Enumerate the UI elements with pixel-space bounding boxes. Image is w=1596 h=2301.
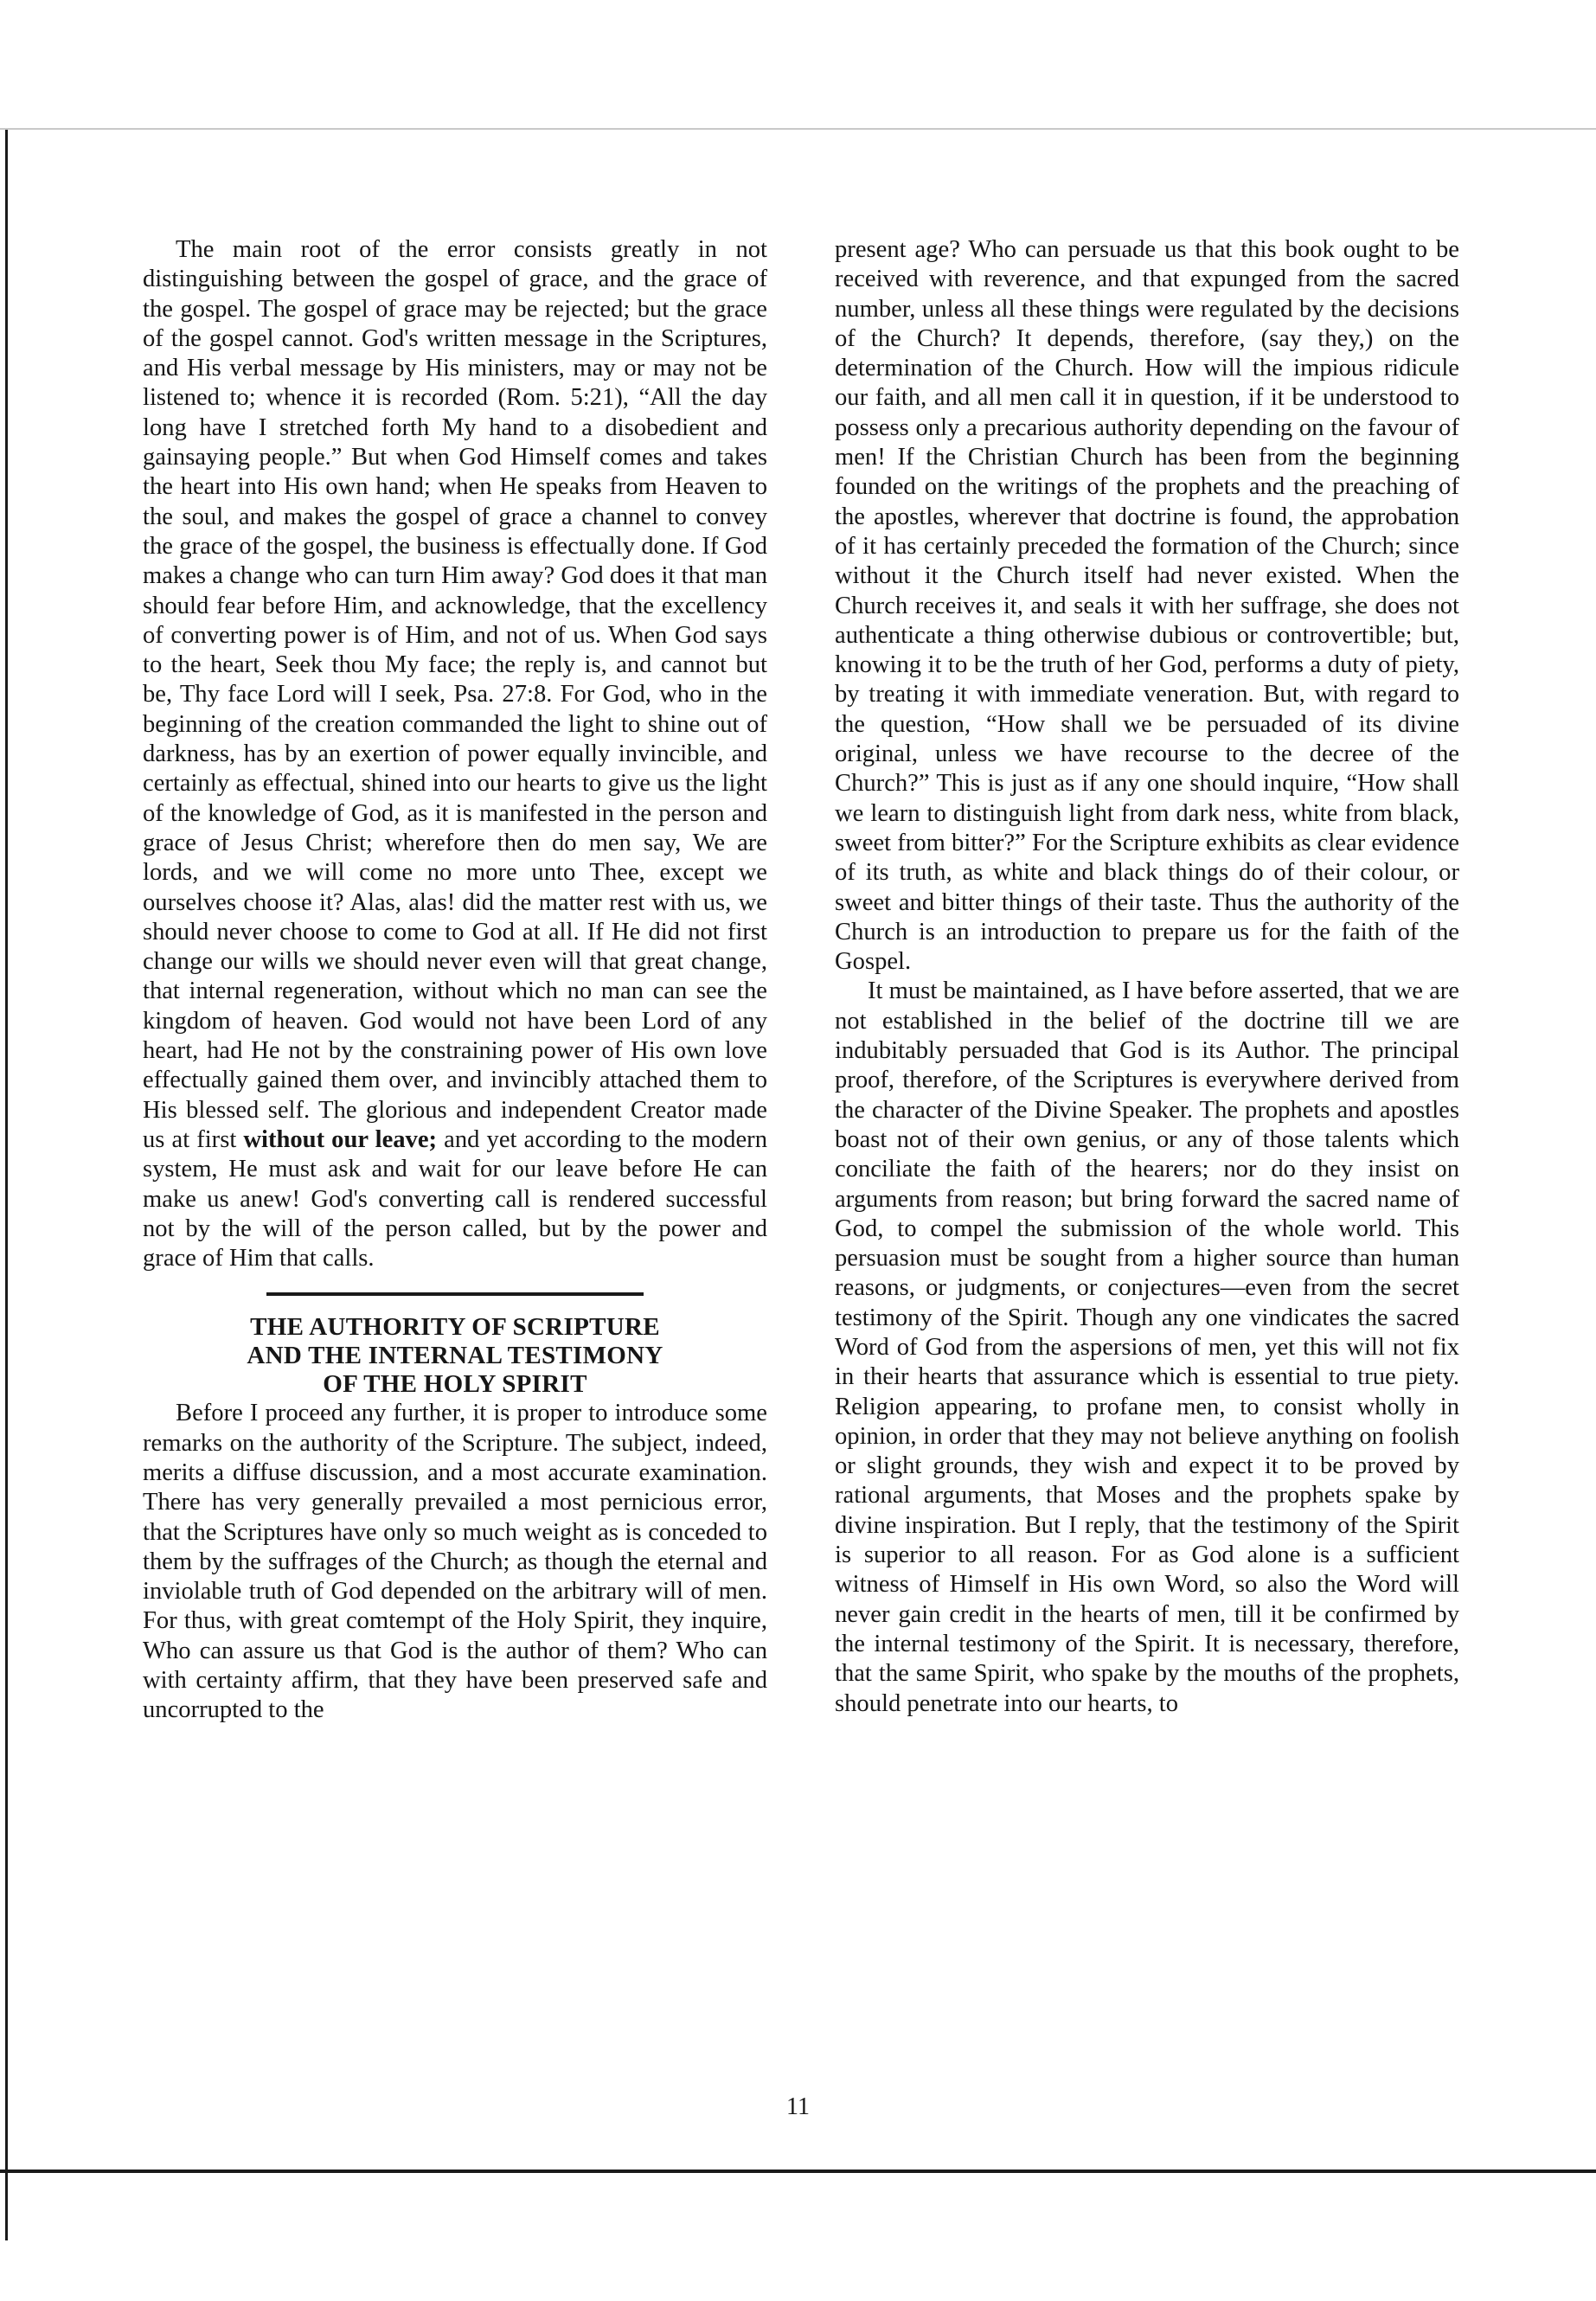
left-paragraph-1-text: The main root of the error consists greatly in not distinguishing between the gospel of grace, and the grace of the gospel. The gospel of grace may be rejected; but the grace of the gospel cannot. God's written message in the Scriptures, and His verbal message by His ministers, may or may not be listened to; whence it is recorded (Rom. 5:21), “All the day long have I stretched forth My hand to a disobedient and gainsaying people.” But when God Himself comes and takes the heart into His own hand; when He speaks from Heaven to the soul, and makes the gospel of grace a channel to convey the grace of the gospel, the business is effectually done. If God makes a change who can turn Him away? God does it that man should fear before Him, and acknowledge, that the excellency of converting power is of Him, and not of us. When God says to the heart, Seek thou My face; the reply is, and cannot but be, Thy face Lord will I seek, Psa. 27:8. For God, who in the beginning of the creation commanded the light to shine out of darkness, has by an exertion of power equally invincible, and certainly as effectual, shined into our hearts to give us the light of the knowledge of God, as it is manifested in the person and grace of Jesus Christ; wherefore then do men say, We are lords, and we will come no more unto Thee, except we ourselves choose it? Alas, alas! did the matter rest with us, we should never choose to come to God at all. If He did not first change our wills we should never even will that great change, that internal regeneration, without which no man can see the kingdom of heaven. God would not have been Lord of any heart, had He not by the constraining power of His own love effectually gained them over, and invincibly attached them to His blessed self. The glorious and independent Creator made us at first — [143, 236, 767, 1153]
section-heading-line-2: AND THE INTERNAL TESTIMONY — [247, 1342, 663, 1370]
section-heading — [143, 1313, 767, 1399]
left-column — [143, 235, 767, 1726]
scan-edge-left — [5, 130, 8, 2240]
section-heading-line-1: THE AUTHORITY OF SCRIPTURE — [250, 1313, 660, 1342]
scan-edge-top — [0, 128, 1596, 130]
left-paragraph-1 — [143, 235, 767, 1273]
right-paragraph-2: It must be maintained, as I have before asserted, that we are not established in the belief of the doctrine till we are indubitably persuaded that God is its Author. The principal proof, therefore, of the Scriptures is everywhere derived from the character of the Divine Speaker. The prophets and apostles boast not of their own genius, or any of those talents which conciliate the faith of the hearers; nor do they insist on arguments from reason; but bring forward the sacred name of God, to compel the submission of the whole world. This persuasion must be sought from a higher source than human reasons, or judgments, or conjectures—even from the secret testimony of the Spirit. Though any one vindicates the sacred Word of God from the aspersions of men, yet this will not fix in their hearts that assurance which is essential to true piety. Religion appearing, to profane men, to consist wholly in opinion, in order that they may not believe anything on foolish or slight grounds, they wish and expect it to be proved by rational arguments, that Moses and the prophets spake by divine inspiration. But I reply, that the testimony of the Spirit is superior to all reason. For as God alone is a sufficient witness of Himself in His own Word, so also the Word will never gain credit in the hearts of men, till it be confirmed by the internal testimony of the Spirit. It is necessary, therefore, that the same Spirit, who spake by the mouths of the prophets, should penetrate into our hearts, to — [835, 977, 1459, 1717]
page-number: 11 — [786, 2093, 810, 2120]
right-paragraph-1: present age? Who can persuade us that this book ought to be received with reverence, and that expunged from the sacred number, unless all these things were regulated by the decisions of the Church? It depends, therefore, (say they,) on the determination of the Church. How will the impious ridicule our faith, and all men call it in question, if it be understood to possess only a precarious authority depending on the favour of men! If the Christian Church has been from the beginning founded on the writings of the prophets and the preaching of the apostles, wherever that doctrine is found, the approbation of it has certainly preceded the formation of the Church; since without it the Church itself had never existed. When the Church receives it, and seals it with her suffrage, she does not authenticate a thing otherwise dubious or controvertible; but, knowing it to be the truth of her God, performs a duty of piety, by treating it with immediate veneration. But, with regard to the question, “How shall we be persuaded of its divine original, unless we have recourse to the decree of the Church?” This is just as if any one should inquire, “How shall we learn to distinguish light from dark ness, white from black, sweet from bitter?” For the Scripture exhibits as clear evidence of its truth, as white and black things do of their colour, or sweet and bitter things of their taste. Thus the authority of the Church is an introduction to prepare us for the faith of the Gospel. — [835, 236, 1459, 976]
section-divider — [266, 1292, 644, 1296]
left-paragraph-2: Before I proceed any further, it is proper to introduce some remarks on the authority of the Scripture. The subject, indeed, merits a diffuse discussion, and a most accurate examination. There has very generally prevailed a most pernicious error, that the Scriptures have only so much weight as is conceded to them by the suffrages of the Church; as though the eternal and inviolable truth of God depended on the arbitrary will of men. For thus, with great comtempt of the Holy Spirit, they inquire, Who can assure us that God is the author of them? Who can with certainty affirm, that they have been preserved safe and uncorrupted to the — [143, 1400, 767, 1724]
left-paragraph-1-end: and yet according to the modern system, He must ask and wait for our leave before He can make us anew! God's converting call is rendered successful not by the will of the person called, but by the power and grace of Him that calls. — [143, 1125, 767, 1272]
left-paragraph-1-bold: without our leave; — [243, 1125, 438, 1153]
section-heading-line-3: OF THE HOLY SPIRIT — [323, 1370, 587, 1399]
right-column — [835, 235, 1459, 1719]
scan-edge-bottom — [0, 2170, 1596, 2173]
